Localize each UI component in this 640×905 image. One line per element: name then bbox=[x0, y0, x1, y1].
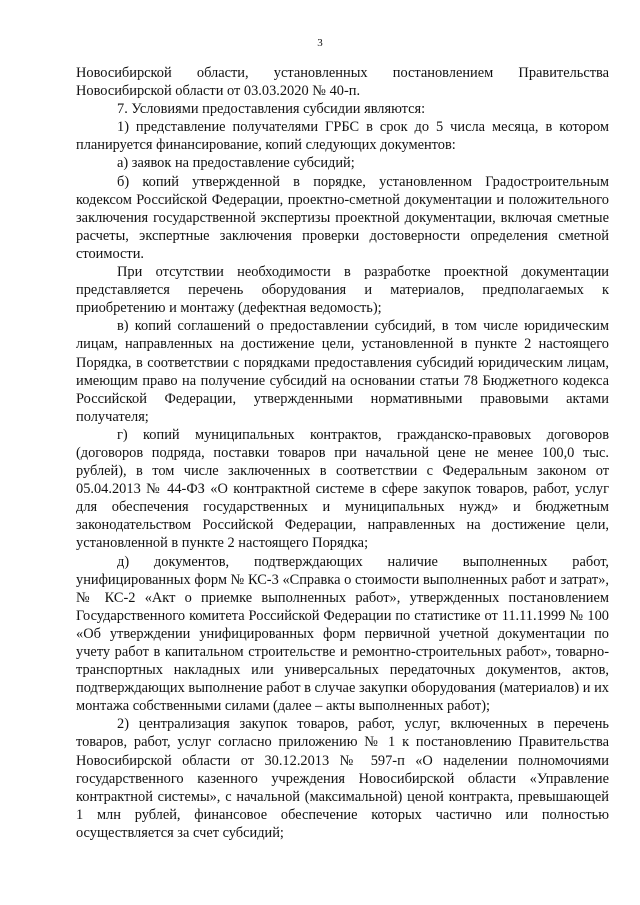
paragraph-item-7: 7. Условиями предоставления субсидии являются: bbox=[117, 101, 426, 118]
paragraph-subitem-a: а) заявок на предоставление субсидий; bbox=[117, 155, 355, 172]
page-number: 3 bbox=[317, 37, 323, 49]
paragraph-subitem-v: в) копий соглашений о предоставлении субсидий, в том числе юридическим лицам, направленных на достижение цели, установленной в пункте 2 настоящего Порядка, в соответствии с порядками предоставления субсидий юридическим лицам, имеющим право на получение субсидий на основании статьи 78 Бюджетного кодекса Российской Федерации, утвержденными нормативными правовыми актами получателя; bbox=[76, 318, 609, 425]
paragraph-subitem-2: 2) централизация закупок товаров, работ, услуг, включенных в перечень товаров, работ, услуг согласно приложению № 1 к постановлению Правительства Новосибирской области от 30.12.2013 № 597-п «О наделении полномочиями государственного казенного учреждения Новосибирской области «Управление контрактной системы», с начальной (максимальной) ценой контракта, превышающей 1 млн рублей, финансовое обеспечение которых частично или полностью осуществляется за счет субсидий; bbox=[76, 716, 609, 841]
paragraph-continuation: Новосибирской области, установленных постановлением Правительства Новосибирской области от 03.03.2020 № 40-п. bbox=[76, 65, 609, 100]
paragraph-subitem-g: г) копий муниципальных контрактов, гражданско-правовых договоров (договоров подряда, поставки товаров при начальной цене не менее 100,0 тыс. рублей), в том числе заключенных в соответствии с Федеральным законом от 05.04.2013 № 44-ФЗ «О контрактной системе в сфере закупок товаров, работ, услуг для обеспечения государственных и муниципальных нужд» и бюджетным законодательством Российской Федерации, направленных на достижение цели, установленной в пункте 2 настоящего Порядка; bbox=[76, 426, 609, 552]
paragraph-subitem-b: б) копий утвержденной в порядке, установленном Градостроительным кодексом Российской Федерации, проектно-сметной документации и положительного заключения государственной экспертизы проектной документации, включая сметные расчеты, экспертные заключения проверки достоверности определения сметной стоимости. bbox=[76, 173, 609, 262]
paragraph-subitem-d: д) документов, подтверждающих наличие выполненных работ, унифицированных форм № КС-3 «Справка о стоимости выполненных работ и затрат», № КС-2 «Акт о приемке выполненных работ», утвержденных постановлением Государственного комитета Российской Федерации по статистике от 11.11.1999 № 100 «Об утверждении унифицированных форм первичной учетной документации по учету работ в капитальном строительстве и ремонтно-строительных работ», товарно-транспортных накладных или универсальных передаточных документов, актов, подтверждающих выполнение работ в случае закупки оборудования (материалов) и их монтажа собственными силами (далее – акты выполненных работ); bbox=[76, 553, 609, 715]
paragraph-subitem-1: 1) представление получателями ГРБС в срок до 5 числа месяца, в котором планируется финансирование, копий следующих документов: bbox=[76, 119, 609, 154]
paragraph-no-project-docs: При отсутствии необходимости в разработке проектной документации представляется перечень оборудования и материалов, предполагаемых к приобретению и монтажу (дефектная ведомость); bbox=[76, 264, 609, 317]
document-body bbox=[76, 64, 609, 842]
